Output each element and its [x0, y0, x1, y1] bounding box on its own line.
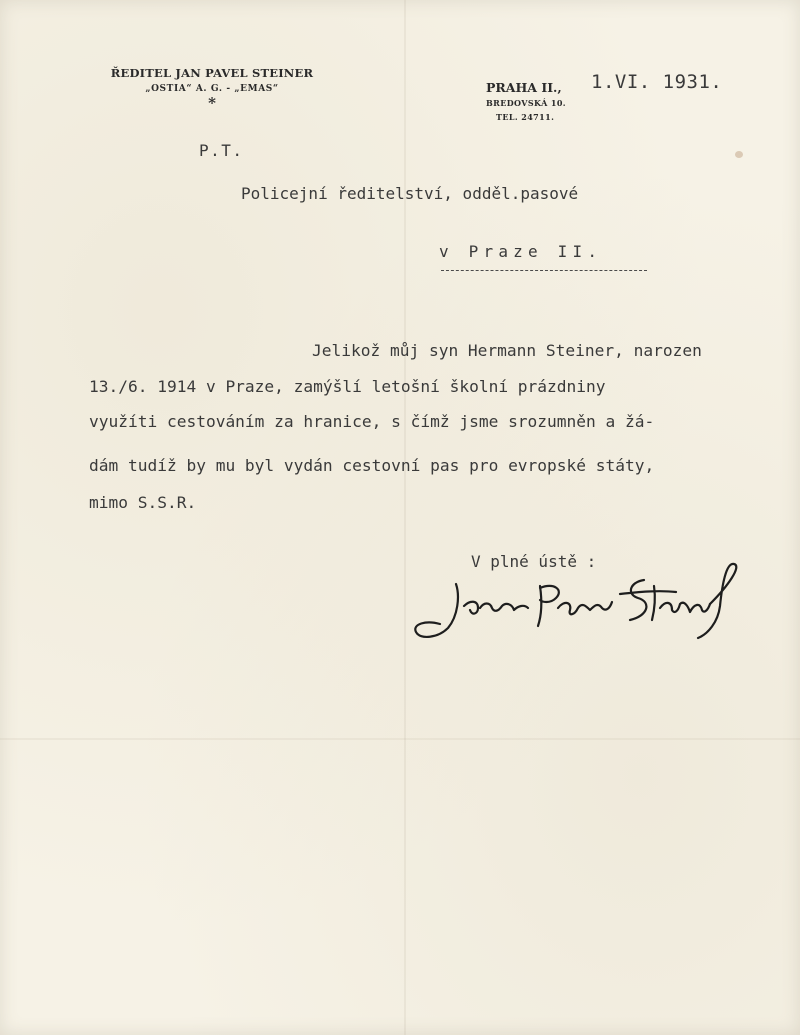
address-street: BREDOVSKÁ 10.: [486, 98, 566, 108]
signature-stroke-an: [464, 602, 528, 614]
star-icon: *: [208, 94, 216, 112]
signature-stroke-flourish: [698, 564, 736, 638]
signature-stroke-j: [415, 584, 458, 637]
closing-phrase: V plné ústě :: [471, 552, 597, 571]
paper-stain: [735, 151, 743, 158]
body-line-1: Jelikož můj syn Hermann Steiner, narozen: [312, 341, 702, 360]
body-line-3: využíti cestováním za hranice, s čímž jsme srozumněn a žá-: [89, 412, 655, 431]
sender-address: [486, 80, 576, 122]
recipient-location: v Praze II.: [439, 242, 603, 261]
paper-fold-vertical: [404, 0, 406, 1035]
signature-stroke-p: [538, 586, 559, 626]
salutation: P.T.: [199, 141, 244, 160]
signature-strokes: [415, 564, 736, 638]
paper-fold-horizontal: [0, 738, 800, 740]
letterhead: [96, 66, 328, 111]
letter-date: 1.VI. 1931.: [591, 71, 723, 93]
body-line-4: dám tudíž by mu byl vydán cestovní pas pro evropské státy,: [89, 456, 655, 475]
location-underline: [441, 270, 647, 271]
signature-stroke-bar: [620, 591, 676, 594]
signature-stroke-s: [630, 580, 646, 620]
recipient: Policejní ředitelství, odděl.pasové: [241, 184, 579, 203]
signature-stroke-avel: [558, 602, 612, 614]
letterhead-company: „OSTIA“ A. G. - „EMAS“: [145, 84, 279, 94]
address-phone: TEL. 24711.: [496, 112, 555, 122]
handwritten-signature: [408, 556, 748, 646]
body-line-5: mimo S.S.R.: [89, 493, 197, 512]
body-line-2: 13./6. 1914 v Praze, zamýšlí letošní školní prázdniny: [89, 377, 606, 396]
address-city: PRAHA II.,: [486, 80, 562, 95]
letterhead-name: ŘEDITEL JAN PAVEL STEINER: [110, 66, 314, 80]
